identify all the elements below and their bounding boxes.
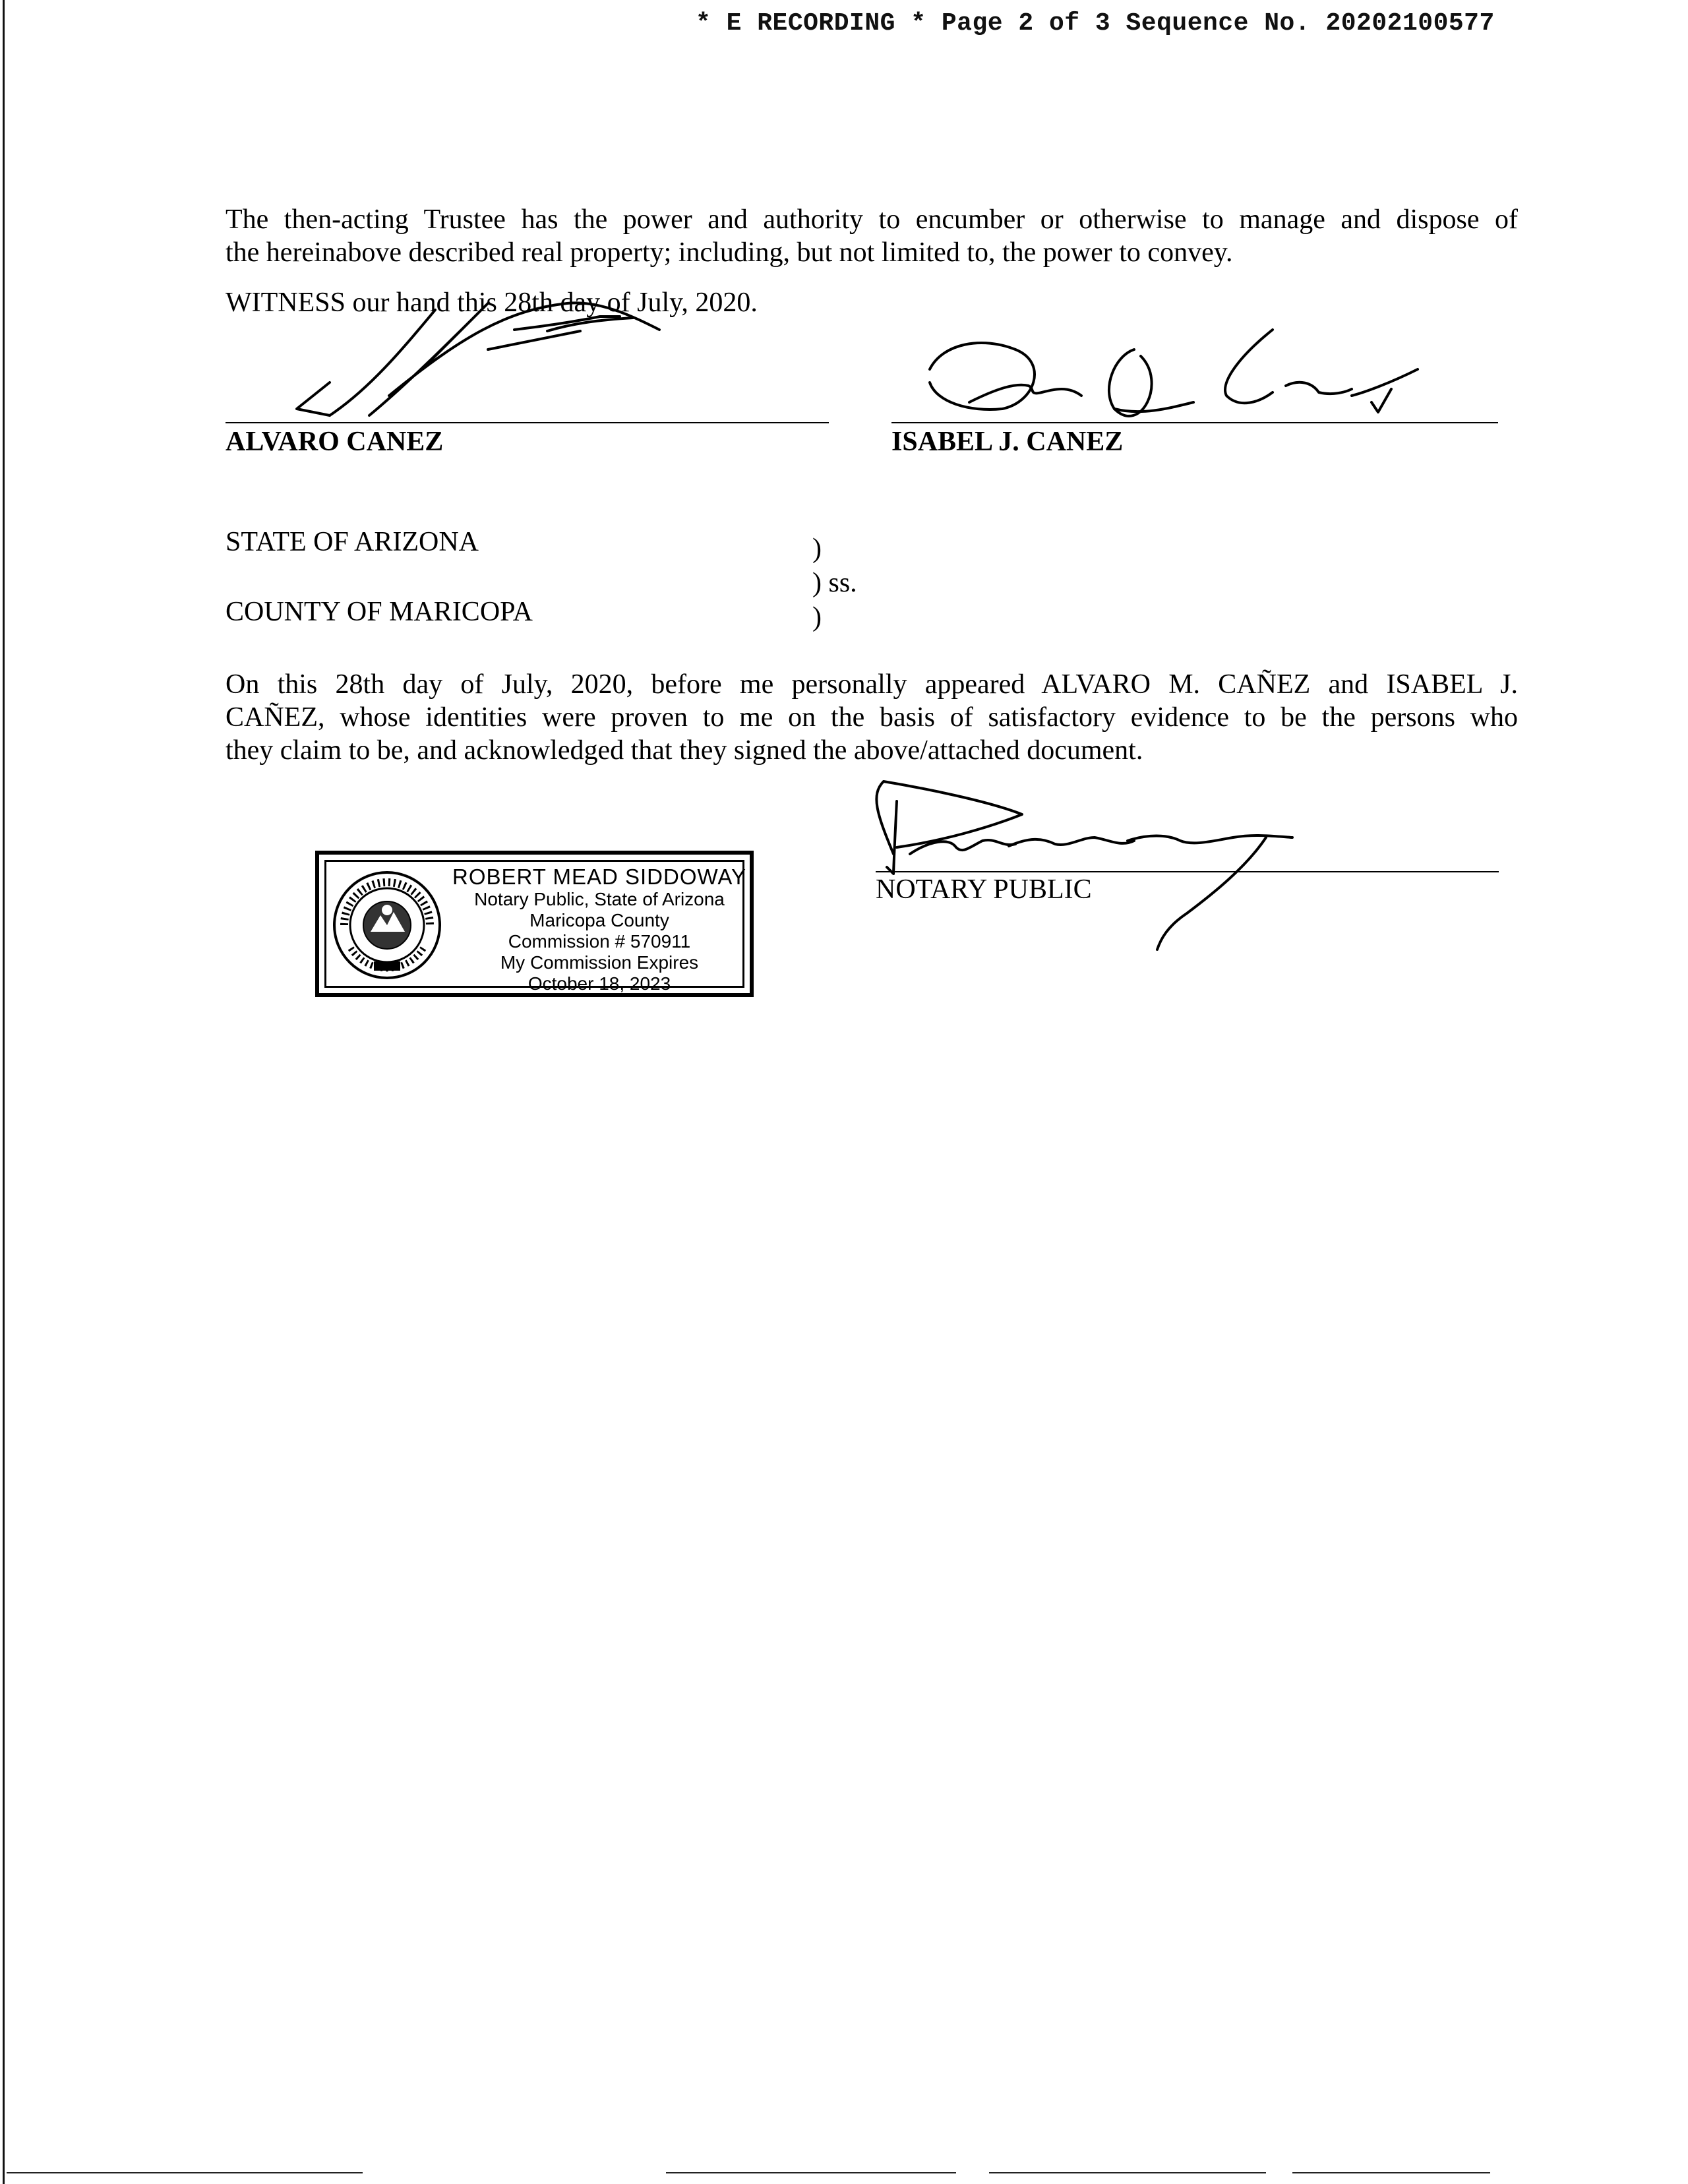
paragraph-line: CAÑEZ, whose identities were proven to me on the basis of satisfactory evidence to be the persons who: [226, 702, 1518, 733]
notary-signature: [857, 775, 1319, 953]
notary-expires-date: October 18, 2023: [528, 973, 671, 994]
scan-artifact-line: [666, 2172, 956, 2173]
paragraph-line: they claim to be, and acknowledged that they signed the above/attached document.: [226, 735, 1143, 766]
paragraph-line: the hereinabove described real property; including, but not limited to, the power to convey.: [226, 237, 1233, 268]
recording-header: * E RECORDING * Page 2 of 3 Sequence No. 20202100577: [696, 9, 1495, 38]
scan-artifact-line: [7, 2172, 363, 2173]
notary-stamp: [315, 851, 754, 997]
notary-public-label: NOTARY PUBLIC: [876, 874, 1092, 905]
notary-signature-line: [876, 871, 1499, 872]
page-left-border: [3, 0, 5, 2184]
scan-artifact-line: [989, 2172, 1266, 2173]
isabel-signature-line: [891, 422, 1498, 423]
arizona-state-seal-icon: [331, 869, 443, 981]
venue-state: STATE OF ARIZONA: [226, 527, 479, 557]
stamp-text: [451, 865, 748, 994]
notary-title: Notary Public, State of Arizona: [474, 889, 725, 909]
acknowledgment-paragraph: [226, 668, 1518, 767]
notary-county: Maricopa County: [529, 910, 669, 930]
venue-county: COUNTY OF MARICOPA: [226, 597, 533, 627]
paragraph-line: The then-acting Trustee has the power and authority to encumber or otherwise to manage and dispose of: [226, 204, 1518, 235]
venue-paren-bottom: ): [812, 602, 822, 632]
alvaro-signature-line: [226, 422, 829, 423]
isabel-name: ISABEL J. CANEZ: [891, 427, 1124, 457]
venue-paren-top: ): [812, 533, 822, 564]
paragraph-line: On this 28th day of July, 2020, before me personally appeared ALVARO M. CAÑEZ and ISABEL J.: [226, 669, 1518, 700]
notary-commission: Commission # 570911: [508, 931, 691, 952]
notary-name: ROBERT MEAD SIDDOWAY: [452, 864, 746, 889]
venue-paren-ss: ) ss.: [812, 568, 857, 598]
notary-expires-label: My Commission Expires: [500, 952, 699, 973]
alvaro-signature: [290, 290, 791, 422]
scan-artifact-line: [1292, 2172, 1490, 2173]
trustee-power-paragraph: [226, 203, 1518, 269]
alvaro-name: ALVARO CANEZ: [226, 427, 444, 457]
witness-clause: WITNESS our hand this 28th day of July, 2020.: [226, 288, 758, 318]
